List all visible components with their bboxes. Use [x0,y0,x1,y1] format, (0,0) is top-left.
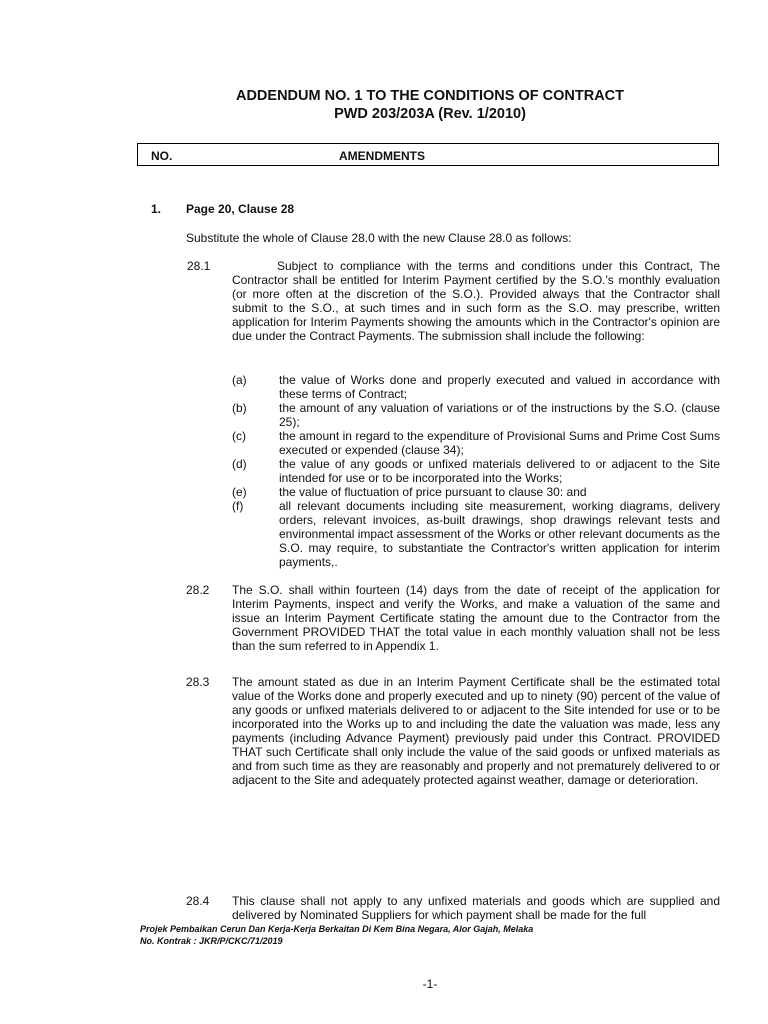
list-item-text: the value of any goods or unfixed materials delivered to or adjacent to the Site intended for use or to be incorporated into the Works; [279,457,720,485]
list-item-label: (c) [232,429,246,443]
list-item-label: (f) [232,499,244,513]
clause-28-3-text: The amount stated as due in an Interim Payment Certificate shall be the estimated total value of the Works done and properly executed and up to ninety (90) percent of the value of any goods or unfixed materials delivered to or adjacent to the Site intended for use or to be incorporated into the Works up to and including the date the valuation was made, less any payments (including Advance Payment) previously paid under this Contract. PROVIDED THAT such Certificate shall only include the value of the said goods or unfixed materials as and from such time as they are reasonably and properly and not prematurely delivered to or adjacent to the Site and adequately protected against weather, damage or deterioration. [232,675,720,787]
list-item-text: all relevant documents including site measurement, working diagrams, delivery orders, relevant invoices, as-built drawings, shop drawings relevant tests and environmental impact assessment of the Works or other relevant documents as the S.O. may require, to substantiate the Contractor's written application for interim payments,. [279,499,720,569]
column-no-label: NO. [151,149,173,163]
footer-project-name: Projek Pembaikan Cerun Dan Kerja-Kerja Berkaitan Di Kem Bina Negara, Alor Gajah, Melaka [140,924,534,934]
footer-contract-number: No. Kontrak : JKR/P/CKC/71/2019 [140,936,283,946]
list-item-text: the value of Works done and properly executed and valued in accordance with these terms of Contract; [279,373,720,401]
list-item-text: the value of fluctuation of price pursuant to clause 30: and [279,485,587,499]
clause-28-4-text: This clause shall not apply to any unfixed materials and goods which are supplied and delivered by Nominated Suppliers for which payment shall be made for the full [232,894,720,922]
item-intro: Substitute the whole of Clause 28.0 with the new Clause 28.0 as follows: [186,231,572,245]
clause-28-2-number: 28.2 [186,583,210,597]
clause-28-2-text: The S.O. shall within fourteen (14) days from the date of receipt of the application for Interim Payments, inspect and verify the Works, and make a valuation of the same and issue an Interim Payment Certificate stating the amount due to the Contractor from the Government PROVIDED THAT the total value in each monthly valuation shall not be less than the sum referred to in Appendix 1. [232,583,720,653]
list-item-label: (b) [232,401,247,415]
clause-28-1-number: 28.1 [187,259,211,273]
list-item-label: (a) [232,373,247,387]
clause-28-4-number: 28.4 [186,894,210,908]
item-heading: Page 20, Clause 28 [186,202,295,216]
page-number: -1- [422,977,438,991]
list-item-text: the amount of any valuation of variations or of the instructions by the S.O. (clause 25); [279,401,720,429]
document-subtitle: PWD 203/203A (Rev. 1/2010) [334,106,526,122]
column-amendments-label: AMENDMENTS [339,149,425,163]
amendments-table-header [137,143,719,166]
clause-28-3-number: 28.3 [186,675,210,689]
document-title: ADDENDUM NO. 1 TO THE CONDITIONS OF CONTRACT [235,88,624,104]
clause-28-1-text: 28.1 Subject to compliance with the terms and conditions under this Contract, The Contractor shall be entitled for Interim Payment certified by the S.O.'s monthly evaluation (or more often at the discretion of the S.O.). Provided always that the Contractor shall submit to the S.O., at such times and in such form as the S.O. may prescribe, written application for Interim Payments showing the amounts which in the Contractor's opinion are due under the Contract Payments. The submission shall include the following: [187,259,720,343]
item-number: 1. [151,202,162,216]
list-item-label: (d) [232,457,247,471]
list-item-label: (e) [232,485,247,499]
list-item-text: the amount in regard to the expenditure of Provisional Sums and Prime Cost Sums executed or expended (clause 34); [279,429,720,457]
